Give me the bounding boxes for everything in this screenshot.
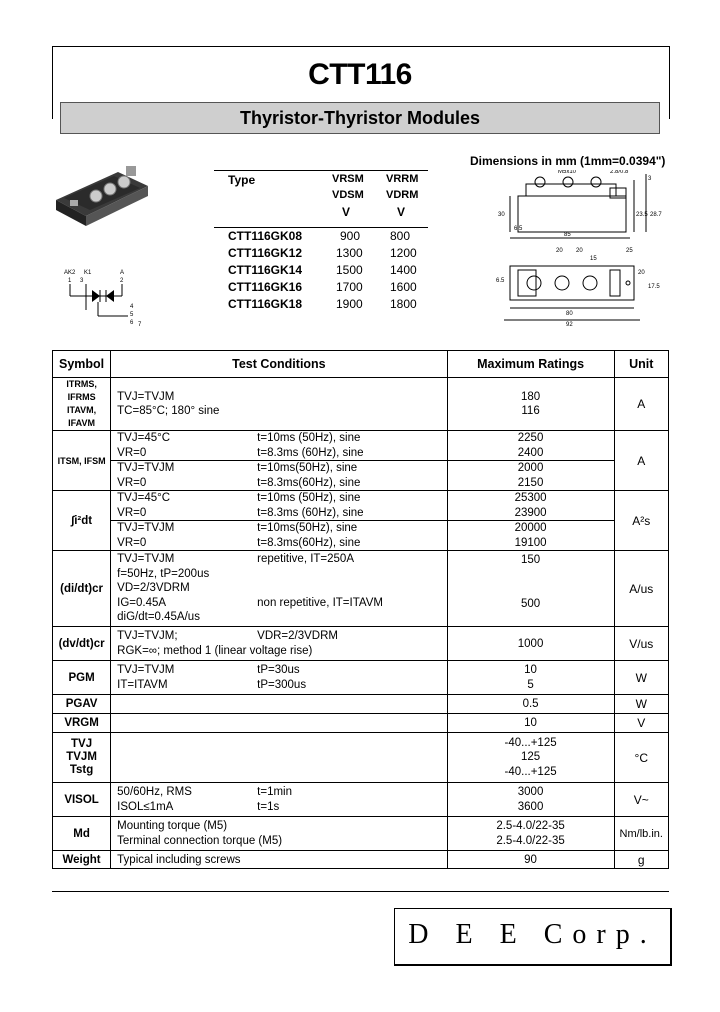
condition: t=10ms(50Hz), sine (257, 462, 358, 474)
circuit-schematic (62, 266, 152, 328)
unit: g (614, 851, 669, 869)
vrsm-value: 1500 (336, 263, 363, 277)
type-name: CTT116GK12 (228, 246, 303, 260)
rating-value: 0.5 (447, 695, 614, 714)
dim-label: 30 (498, 212, 505, 218)
vrrm-value: 800 (390, 229, 411, 243)
type-row (214, 228, 428, 245)
condition: t=10ms(50Hz), sine (257, 522, 358, 534)
unit: A (614, 378, 669, 431)
symbol: (di/dt)cr (53, 551, 111, 627)
dim-label: 2.8/0.8 (610, 170, 629, 175)
condition: t=10ms (50Hz), sine (257, 492, 361, 504)
schematic-pin-label: AK2 (64, 270, 76, 276)
schematic-pin-label: 1 (68, 278, 72, 284)
vdrm-header: VDRM (386, 189, 419, 201)
rating-value: -40...+125 (504, 765, 557, 778)
vdsm-header: VDSM (332, 189, 364, 201)
condition: Terminal connection torque (M5) (117, 834, 283, 847)
rating-value: 5 (527, 678, 534, 691)
vrrm-value: 1400 (390, 263, 417, 277)
unit: A (614, 431, 669, 491)
condition: VDR=2/3VDRM (257, 630, 338, 642)
vrrm-value: 1600 (390, 280, 417, 294)
table-row (53, 661, 669, 695)
symbol: (dv/dt)cr (53, 627, 111, 661)
symbol: Md (53, 817, 111, 851)
table-row (53, 851, 669, 869)
rating-value: 2.5-4.0/22-35 (496, 820, 565, 832)
table-row (53, 431, 669, 491)
vrrm-value: 1200 (390, 246, 417, 260)
footer-divider (52, 891, 669, 892)
symbol: TVJM (66, 751, 97, 763)
table-row (53, 627, 669, 661)
type-name: CTT116GK16 (228, 280, 303, 294)
schematic-pin-label: 2 (120, 278, 124, 284)
condition: t=8.3ms (60Hz), sine (257, 506, 364, 519)
condition: tP=300us (257, 678, 307, 691)
condition: f=50Hz, tP=200us (117, 567, 210, 580)
vrrm-header: VRRM (386, 173, 419, 185)
condition: t=1s (257, 800, 280, 813)
condition: IT=ITAVM (117, 678, 168, 691)
rating-value: 180 (520, 390, 541, 403)
dim-label: 20 (576, 248, 583, 254)
dim-label: 20 (638, 270, 645, 276)
rating-value: 2400 (517, 446, 544, 459)
table-row (53, 817, 669, 851)
condition: TVJ=TVJM (117, 664, 175, 676)
schematic-pin-label: 3 (80, 278, 84, 284)
table-row (53, 733, 669, 783)
type-header: Type (228, 173, 256, 187)
unit: W (614, 661, 669, 695)
symbol: TVJ (71, 738, 93, 750)
rating-value: 2250 (517, 432, 544, 444)
symbol: Tstg (69, 764, 94, 776)
condition: t=1min (257, 786, 292, 798)
condition: VR=0 (117, 476, 147, 489)
condition: repetitive, IT=250A (257, 553, 355, 566)
unit: A/us (614, 551, 669, 627)
symbol: PGAV (53, 695, 111, 714)
page-subtitle: Thyristor-Thyristor Modules (60, 102, 660, 134)
unit: W (614, 695, 669, 714)
type-row (214, 245, 428, 262)
condition: TVJ=45°C (117, 432, 171, 444)
condition: Mounting torque (M5) (117, 820, 228, 832)
rating-value: -40...+125 (504, 736, 557, 749)
schematic-pin-label: K1 (84, 270, 92, 276)
dimensions-title: Dimensions in mm (1mm=0.0394") (470, 154, 666, 168)
table-row (53, 714, 669, 733)
vrsm-unit: V (342, 205, 351, 219)
vrsm-value: 1900 (336, 297, 363, 311)
condition: Typical including screws (111, 851, 447, 869)
condition: t=8.3ms (60Hz), sine (257, 446, 364, 459)
vrsm-value: 1700 (336, 280, 363, 294)
symbol: PGM (53, 661, 111, 695)
rating-value: 150 (520, 554, 541, 566)
condition: VR=0 (117, 446, 147, 459)
condition: t=8.3ms(60Hz), sine (257, 476, 361, 489)
rating-value: 90 (447, 851, 614, 869)
type-name: CTT116GK18 (228, 297, 303, 311)
dim-label: 28.7 (650, 212, 662, 218)
dim-label: 17.5 (648, 284, 660, 290)
condition: RGK=∞; method 1 (linear voltage rise) (117, 644, 313, 657)
condition: VR=0 (117, 506, 147, 519)
header-conditions: Test Conditions (111, 351, 447, 378)
symbol: ∫i²dt (53, 491, 111, 551)
header-ratings: Maximum Ratings (447, 351, 614, 378)
company-name: D E E Corp. (394, 908, 672, 966)
schematic-pin-label: A (120, 270, 125, 276)
rating-value: 2150 (517, 476, 544, 489)
rating-value: 3600 (517, 800, 544, 813)
table-row (53, 551, 669, 627)
unit: V/us (614, 627, 669, 661)
unit: °C (614, 733, 669, 783)
schematic-pin-label: 4 (130, 304, 134, 310)
vrrm-unit: V (397, 205, 406, 219)
dim-label: 6.5 (496, 278, 505, 284)
unit: Nm/lb.in. (614, 817, 669, 851)
vrsm-value: 900 (340, 229, 361, 243)
unit: A²s (614, 491, 669, 551)
symbol: VRGM (53, 714, 111, 733)
condition: TVJ=TVJM (117, 522, 175, 534)
rating-value: 2000 (517, 462, 544, 474)
rating-value: 25300 (514, 492, 547, 504)
condition: TC=85°C; 180° sine (117, 405, 220, 417)
rating-value: 1000 (447, 627, 614, 661)
rating-value: 125 (520, 751, 541, 764)
rating-value: 20000 (514, 522, 547, 534)
condition: ISOL≤1mA (117, 800, 174, 813)
symbol: VISOL (53, 783, 111, 817)
condition: t=10ms (50Hz), sine (257, 432, 361, 444)
table-header-row (53, 351, 669, 378)
dim-label: 92 (566, 322, 573, 326)
vrsm-header: VRSM (332, 173, 364, 185)
table-row (53, 783, 669, 817)
dim-label: 20 (556, 248, 563, 254)
condition: IG=0.45A (117, 596, 167, 609)
ratings-table (52, 350, 669, 869)
schematic-pin-label: 6 (130, 320, 134, 326)
dim-label: 23.5 (636, 212, 648, 218)
condition: tP=30us (257, 664, 300, 676)
type-row (214, 279, 428, 296)
condition: TVJ=TVJM; (117, 630, 178, 642)
symbol: Weight (53, 851, 111, 869)
header-symbol: Symbol (53, 351, 111, 378)
condition: TVJ=TVJM (117, 553, 175, 566)
condition: diG/dt=0.45A/us (117, 611, 200, 624)
schematic-pin-label: 5 (130, 312, 134, 318)
type-name: CTT116GK08 (228, 229, 303, 243)
type-name: CTT116GK14 (228, 263, 303, 277)
dim-label: 15 (590, 256, 597, 262)
condition: non repetitive, IT=ITAVM (257, 596, 383, 609)
unit: V (614, 714, 669, 733)
dim-label: 25 (626, 248, 633, 254)
condition: t=8.3ms(60Hz), sine (257, 536, 361, 549)
condition: TVJ=45°C (117, 492, 171, 504)
vrsm-value: 1300 (336, 246, 363, 260)
dimension-drawing (470, 170, 670, 326)
table-row (53, 378, 669, 431)
type-row (214, 262, 428, 279)
condition: 50/60Hz, RMS (117, 786, 192, 798)
type-table (214, 170, 428, 313)
condition: TVJ=TVJM (117, 462, 175, 474)
rating-value: 500 (520, 597, 541, 610)
vrrm-value: 1800 (390, 297, 417, 311)
unit: V~ (614, 783, 669, 817)
type-row (214, 296, 428, 313)
condition: TVJ=TVJM (117, 390, 175, 403)
rating-value: 2.5-4.0/22-35 (496, 834, 565, 847)
symbol: ITRMS, IFRMS (66, 379, 97, 402)
page-title: CTT116 (308, 58, 412, 91)
rating-value: 10 (447, 714, 614, 733)
rating-value: 10 (524, 664, 537, 676)
table-row (53, 695, 669, 714)
schematic-pin-label: 7 (138, 322, 142, 328)
module-photo (48, 150, 158, 230)
rating-value: 3000 (517, 786, 544, 798)
dim-label: 3 (648, 176, 652, 182)
rating-value: 116 (521, 405, 540, 417)
condition: VD=2/3VDRM (117, 582, 190, 595)
header-unit: Unit (614, 351, 669, 378)
dim-label: 80 (566, 311, 573, 317)
rating-value: 19100 (514, 536, 547, 549)
condition: VR=0 (117, 536, 147, 549)
dim-label: 85 (564, 232, 571, 238)
rating-value: 23900 (514, 506, 547, 519)
symbol: ITAVM, IFAVM (66, 405, 97, 428)
symbol: ITSM, IFSM (53, 431, 111, 491)
dim-label: 6.5 (514, 226, 523, 232)
dim-label: M5x10 (558, 170, 577, 175)
table-row (53, 491, 669, 551)
